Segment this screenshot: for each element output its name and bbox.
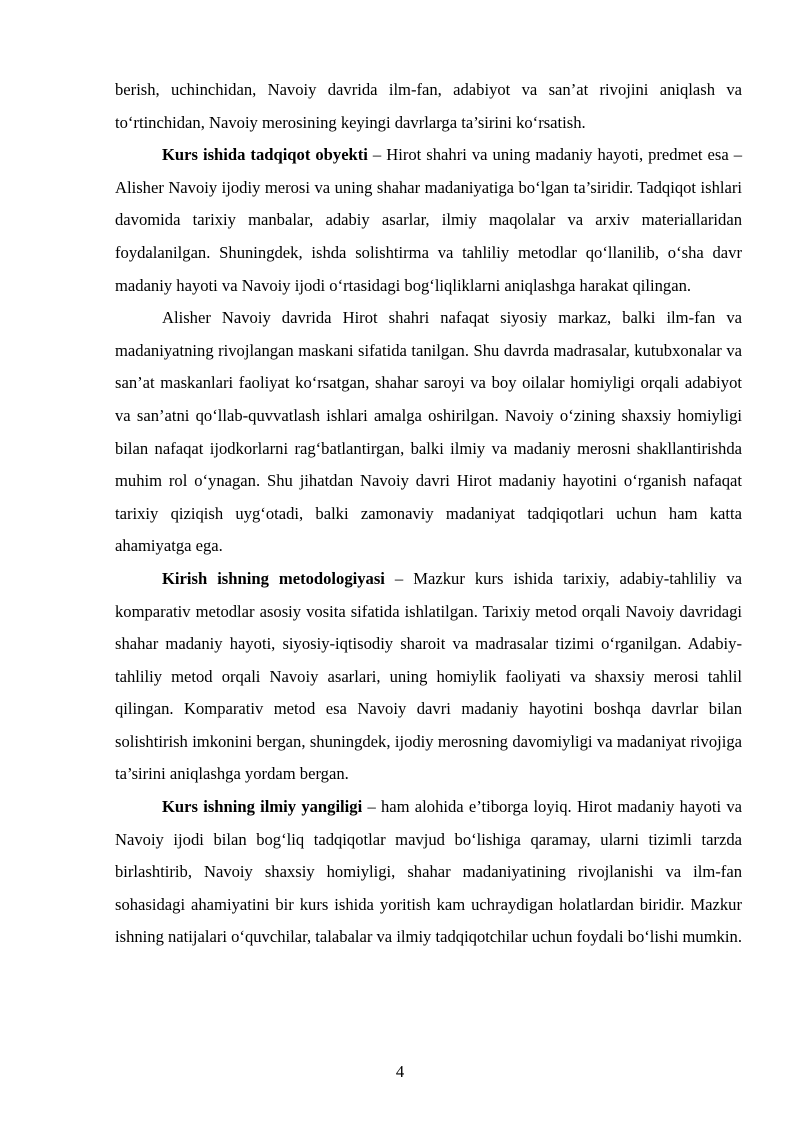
paragraph-methodology — [115, 563, 742, 791]
paragraph-text: berish, uchinchidan, Navoiy davrida ilm-fan, adabiyot va san’at rivojini aniqlash va to‘rtinchidan, Navoiy merosining keyingi davrlarga ta’sirini ko‘rsatish. — [115, 80, 742, 132]
document-body — [115, 74, 742, 954]
page-number: 4 — [395, 1062, 405, 1081]
paragraph-scientific-novelty — [115, 791, 742, 954]
paragraph-research-object — [115, 139, 742, 302]
paragraph-text: Alisher Navoiy davrida Hirot shahri nafaqat siyosiy markaz, balki ilm-fan va madaniyatning rivojlangan maskani sifatida tanilgan. Shu davrda madrasalar, kutubxonalar va san’at maskanlari faoliyat ko‘rsatgan, shahar saroyi va boy oilalar homiyligi orqali adabiyot va san’atni qo‘llab-quvvatlash ishlari amalga oshirilgan. Navoiy o‘zining shaxsiy homiyligi bilan nafaqat ijodkorlarni rag‘batlantirgan, balki ilmiy va madaniy merosni shakllantirishda muhim rol o‘ynagan. Shu jihatdan Navoiy davri Hirot madaniy hayotini o‘rganish nafaqat tarixiy qiziqish uyg‘otadi, balki zamonaviy madaniyat tadqiqotlari uchun ham katta ahamiyatga ega. — [115, 308, 742, 556]
paragraph-heading: Kirish ishning metodologiyasi — [162, 568, 385, 588]
paragraph-continuation — [115, 74, 742, 139]
paragraph-hirot-culture — [115, 302, 742, 563]
paragraph-text: – Mazkur kurs ishida tarixiy, adabiy-tahliliy va komparativ metodlar asosiy vosita sifatida ishlatilgan. Tarixiy metod orqali Navoiy davridagi shahar madaniy hayoti, siyosiy-iqtisodiy sharoit va madrasalar tizimi o‘rganilgan. Adabiy-tahliliy metod orqali Navoiy asarlari, uning homiylik faoliyati va shaxsiy merosi tahlil qilingan. Komparativ metod esa Navoiy davri madaniy hayotini boshqa davrlar bilan solishtirish imkonini bergan, shuningdek, ijodiy merosning davomiyligi va madaniyat rivojiga ta’sirini aniqlashga yordam bergan. — [115, 568, 742, 784]
paragraph-heading: Kurs ishida tadqiqot obyekti — [162, 145, 368, 165]
paragraph-text: – Hirot shahri va uning madaniy hayoti, predmet esa – Alisher Navoiy ijodiy merosi va uning shahar madaniyatiga bo‘lgan ta’siridir. Tadqiqot ishlari davomida tarixiy manbalar, adabiy asarlar, ilmiy maqolalar va arxiv materiallaridan foydalanilgan. Shuningdek, ishda solishtirma va tahliliy metodlar qo‘llanilib, o‘sha davr madaniy hayoti va Navoiy ijodi o‘rtasidagi bog‘liqliklarni aniqlashga harakat qilingan. — [115, 145, 742, 295]
paragraph-heading: Kurs ishning ilmiy yangiligi — [162, 797, 363, 817]
paragraph-text: – ham alohida e’tiborga loyiq. Hirot madaniy hayoti va Navoiy ijodi bilan bog‘liq tadqiqotlar mavjud bo‘lishiga qaramay, ularni tizimli tarzda birlashtirib, Navoiy shaxsiy homiyligi, shahar madaniyatining rivojlanishi va ilm-fan sohasidagi ahamiyatini bir kurs ishida yoritish kam uchraydigan holatlardan biridir. Mazkur ishning natijalari o‘quvchilar, talabalar va ilmiy tadqiqotchilar uchun foydali bo‘lishi mumkin. — [115, 797, 743, 947]
